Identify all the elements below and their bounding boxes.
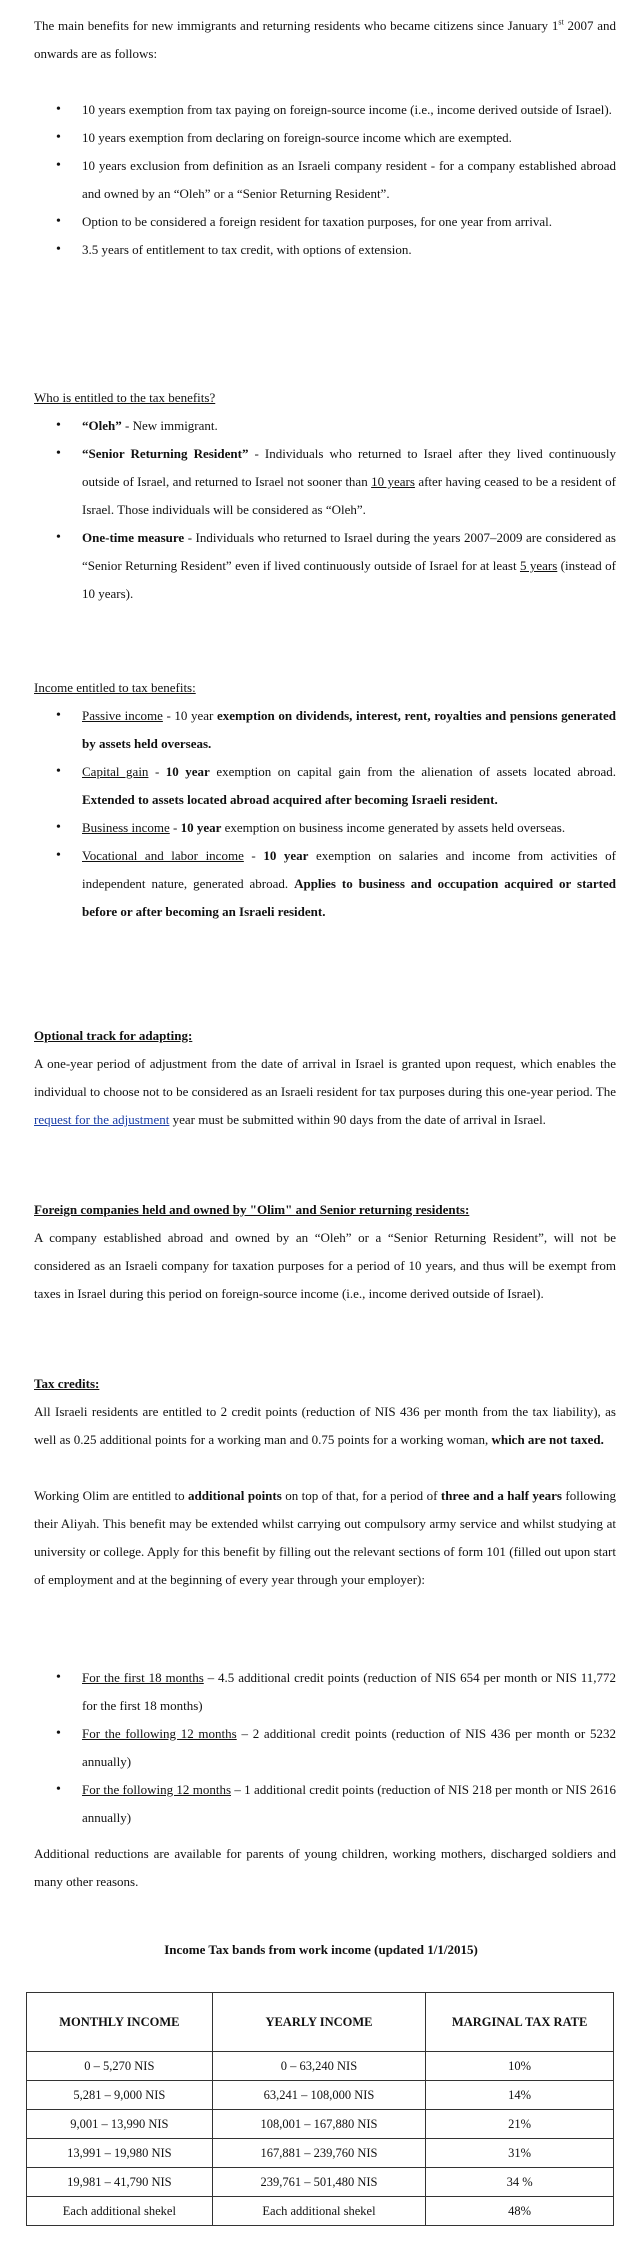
list-item: • 3.5 years of entitlement to tax credit, with options of extension. xyxy=(34,236,616,264)
table-cell: Each additional shekel xyxy=(27,2197,213,2226)
foreign-companies-paragraph: A company established abroad and owned by an “Oleh” or a “Senior Returning Resident”, will not be considered as an Israeli company for taxation purposes for a period of 10 years, and thus will be exempt from taxes in Israel during this period on foreign-source income (i.e., income derived outside of Israel). xyxy=(34,1230,616,1301)
capital-a: - xyxy=(148,764,166,779)
income-entitled-heading: Income entitled to tax benefits: xyxy=(34,680,196,695)
business-years: 10 year xyxy=(180,820,222,835)
table-cell: Each additional shekel xyxy=(212,2197,426,2226)
capital-years: 10 year xyxy=(165,764,210,779)
intro-text-sup: st xyxy=(558,17,564,27)
table-cell: 48% xyxy=(426,2197,614,2226)
table-cell: 19,981 – 41,790 NIS xyxy=(27,2168,213,2197)
vocational-term: Vocational and labor income xyxy=(82,848,244,863)
tax-credits-p1-a: All Israeli residents are entitled to 2 credit points (reduction of NIS 436 per month from the tax liability), as well as 0.25 additional points for a working man and 0.75 points for a working woman, xyxy=(34,1404,616,1447)
who-entitled-heading: Who is entitled to the tax benefits? xyxy=(34,390,216,405)
foreign-companies-heading: Foreign companies held and owned by "Olim" and Senior returning residents: xyxy=(34,1202,470,1217)
income-entitled-list xyxy=(34,702,616,926)
senior-years: 10 years xyxy=(371,474,415,489)
tax-credits-p2-a: Working Olim are entitled to xyxy=(34,1488,189,1503)
list-item xyxy=(34,440,616,524)
credit-period-term: For the first 18 months xyxy=(82,1670,204,1685)
capital-term: Capital gain xyxy=(82,764,149,779)
table-row xyxy=(27,2110,614,2139)
list-item: • 10 years exemption from declaring on foreign-source income which are exempted. xyxy=(34,124,616,152)
business-b: exemption on business income generated by assets held overseas. xyxy=(221,820,566,835)
additional-reductions-paragraph: Additional reductions are available for parents of young children, working mothers, discharged soldiers and many other reasons. xyxy=(34,1846,616,1889)
passive-a: - 10 year xyxy=(162,708,217,723)
optional-track-text-b: year must be submitted within 90 days from the date of arrival in Israel. xyxy=(169,1112,546,1127)
vocational-c: Applies to business and occupation acquired or started before or after becoming an Israeli resident. xyxy=(82,876,617,919)
senior-term: “Senior Returning Resident” xyxy=(82,446,249,461)
table-cell: 21% xyxy=(426,2110,614,2139)
main-benefits-list xyxy=(34,96,616,264)
intro-paragraph xyxy=(34,12,616,68)
table-cell: 13,991 – 19,980 NIS xyxy=(27,2139,213,2168)
list-item xyxy=(34,1664,616,1720)
list-item xyxy=(34,758,616,814)
list-item xyxy=(34,814,616,842)
table-cell: 5,281 – 9,000 NIS xyxy=(27,2081,213,2110)
list-item: • 10 years exemption from tax paying on foreign-source income (i.e., income derived outside of Israel). xyxy=(34,96,616,124)
oleh-term: “Oleh” xyxy=(82,418,122,433)
credit-period-term: For the following 12 months xyxy=(82,1782,232,1797)
tax-credits-p2-c: on top of that, for a period of xyxy=(281,1488,441,1503)
list-item: • Option to be considered a foreign resident for taxation purposes, for one year from arrival. xyxy=(34,208,616,236)
table-cell: 31% xyxy=(426,2139,614,2168)
table-row xyxy=(27,2168,614,2197)
onetime-desc-b: (instead of 10 years). xyxy=(82,558,616,601)
vocational-years: 10 year xyxy=(263,848,309,863)
list-item xyxy=(34,842,616,926)
table-cell: 239,761 – 501,480 NIS xyxy=(212,2168,426,2197)
capital-b: exemption on capital gain from the alienation of assets located abroad. xyxy=(209,764,616,779)
tax-credits-paragraph-2 xyxy=(34,1482,616,1594)
tax-credits-heading: Tax credits: xyxy=(34,1376,100,1391)
column-header: YEARLY INCOME xyxy=(212,1993,426,2052)
intro-text-a: The main benefits for new immigrants and returning residents who became citizens since January 1 xyxy=(34,18,559,33)
credit-periods-list xyxy=(34,1664,616,1832)
table-cell: 63,241 – 108,000 NIS xyxy=(212,2081,426,2110)
tax-credits-p2-e: following their Aliyah. This benefit may be extended whilst carrying out compulsory army service and whilst studying at university or college. Apply for this benefit by filling out the relevant sections of form 101 (filled out upon start of employment and at the beginning of every year through your employer): xyxy=(34,1488,616,1587)
onetime-term: One-time measure xyxy=(82,530,185,545)
business-term: Business income xyxy=(82,820,170,835)
table-cell: 0 – 5,270 NIS xyxy=(27,2052,213,2081)
table-cell: 34 % xyxy=(426,2168,614,2197)
vocational-b: exemption on salaries and income from activities of independent nature, generated abroad. xyxy=(82,848,616,891)
list-item xyxy=(34,702,616,758)
table-cell: 167,881 – 239,760 NIS xyxy=(212,2139,426,2168)
column-header: MONTHLY INCOME xyxy=(27,1993,213,2052)
passive-b: exemption on dividends, interest, rent, royalties and pensions generated by assets held overseas. xyxy=(82,708,616,751)
credit-period-desc: – 2 additional credit points (reduction of NIS 436 per month or 5232 annually) xyxy=(82,1726,616,1769)
optional-track-text-a: A one-year period of adjustment from the date of arrival in Israel is granted upon request, which enables the individual to choose not to be considered as an Israeli resident for tax purposes during this one-year period. The xyxy=(34,1056,616,1099)
optional-track-paragraph xyxy=(34,1050,616,1134)
tax-credits-p2-d: three and a half years xyxy=(440,1488,562,1503)
table-row xyxy=(27,2197,614,2226)
onetime-desc-a: - Individuals who returned to Israel during the years 2007–2009 are considered as “Senior Returning Resident” even if lived continuously outside of Israel for at least xyxy=(82,530,616,573)
table-row xyxy=(27,2052,614,2081)
table-cell: 14% xyxy=(426,2081,614,2110)
list-item xyxy=(34,524,616,608)
list-item xyxy=(34,1776,616,1832)
tax-bands-table xyxy=(26,1992,614,2226)
table-cell: 108,001 – 167,880 NIS xyxy=(212,2110,426,2139)
tax-credits-paragraph-1 xyxy=(34,1398,616,1454)
list-item xyxy=(34,412,616,440)
table-cell: 0 – 63,240 NIS xyxy=(212,2052,426,2081)
credit-period-term: For the following 12 months xyxy=(82,1726,237,1741)
optional-track-heading: Optional track for adapting: xyxy=(34,1028,193,1043)
onetime-years: 5 years xyxy=(519,558,558,573)
column-header: MARGINAL TAX RATE xyxy=(426,1993,614,2052)
capital-c: Extended to assets located abroad acquired after becoming Israeli resident. xyxy=(82,792,498,807)
list-item xyxy=(34,1720,616,1776)
table-row xyxy=(27,2081,614,2110)
table-header-row xyxy=(27,1993,614,2052)
credit-period-desc: – 4.5 additional credit points (reduction of NIS 654 per month or NIS 11,772 for the first 18 months) xyxy=(82,1670,616,1713)
tax-table-title: Income Tax bands from work income (updated 1/1/2015) xyxy=(164,1942,478,1957)
tax-credits-p1-b: which are not taxed. xyxy=(491,1432,604,1447)
business-a: - xyxy=(169,820,181,835)
senior-desc-a: - Individuals who returned to Israel after they lived continuously outside of Israel, and returned to Israel not sooner than xyxy=(82,446,616,489)
tax-credits-p2-b: additional points xyxy=(188,1488,282,1503)
list-item: • 10 years exclusion from definition as an Israeli company resident - for a company established abroad and owned by an “Oleh” or a “Senior Returning Resident”. xyxy=(34,152,616,208)
adjustment-request-link[interactable]: request for the adjustment xyxy=(34,1112,170,1127)
credit-period-desc: – 1 additional credit points (reduction of NIS 218 per month or NIS 2616 annually) xyxy=(82,1782,616,1825)
who-entitled-list xyxy=(34,412,616,608)
intro-text-b: 2007 and onwards are as follows: xyxy=(34,18,616,61)
table-row xyxy=(27,2139,614,2168)
table-cell: 9,001 – 13,990 NIS xyxy=(27,2110,213,2139)
table-cell: 10% xyxy=(426,2052,614,2081)
vocational-a: - xyxy=(243,848,264,863)
oleh-desc: - New immigrant. xyxy=(121,418,218,433)
senior-desc-b: after having ceased to be a resident of Israel. Those individuals will be considered as “Oleh”. xyxy=(82,474,617,517)
passive-term: Passive income xyxy=(82,708,163,723)
